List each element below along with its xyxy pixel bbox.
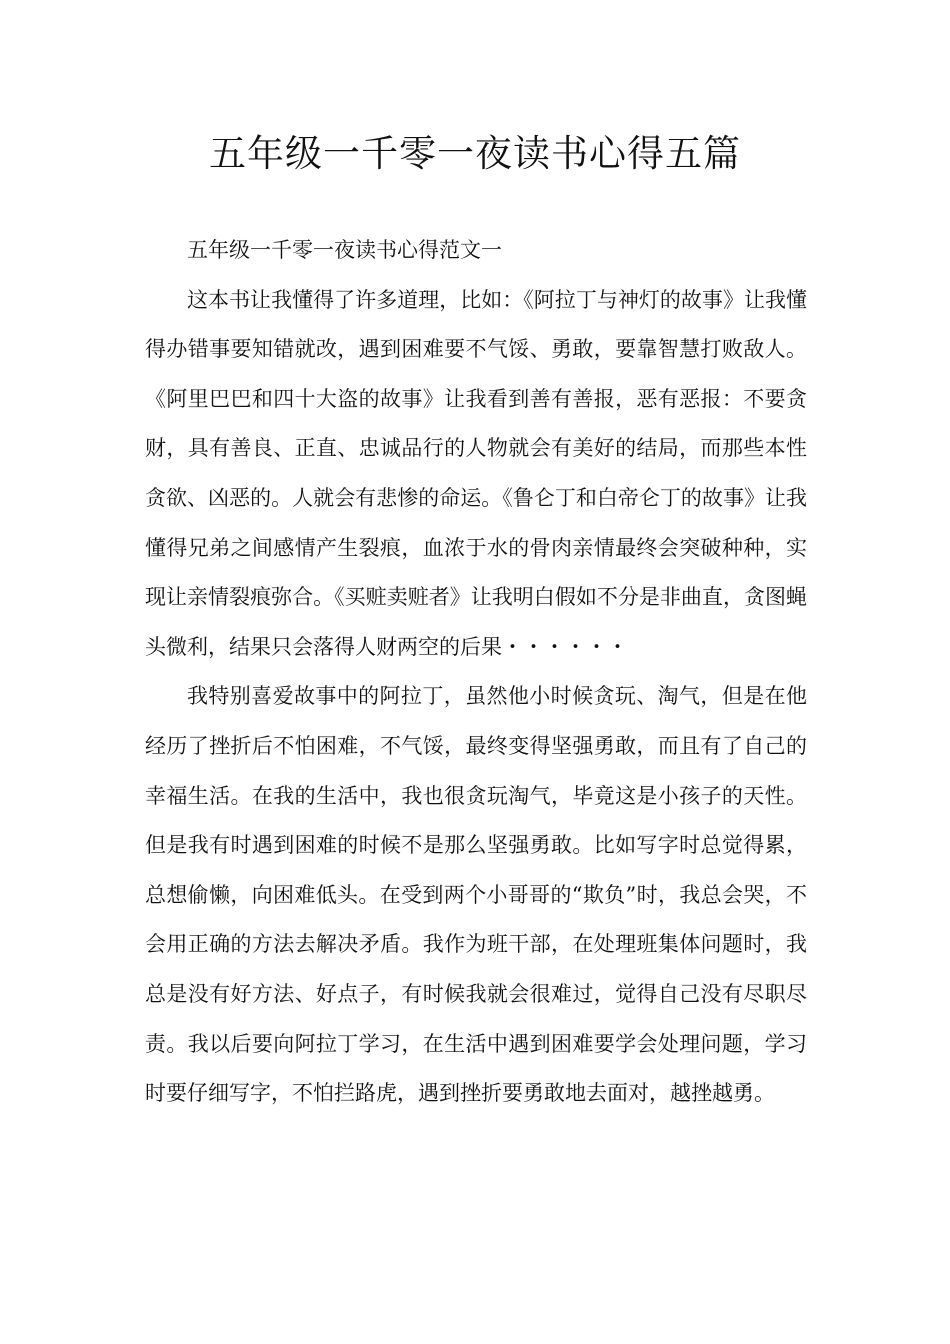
section-subtitle: 五年级一千零一夜读书心得范文一 — [187, 238, 502, 262]
paragraph-1: 这本书让我懂得了许多道理，比如：《阿拉丁与神灯的故事》让我懂得办错事要知错就改，遇到困难要不气馁、勇敢，要靠智慧打败敌人。《阿里巴巴和四十大盗的故事》让我看到善有善报，恶有恶报：不要贪财，具有善良、正直、忠诚品行的人物就会有美好的结局，而那些本性贪欲、凶恶的。人就会有悲惨的命运。《鲁仑丁和白帝仑丁的故事》让我懂得兄弟之间感情产生裂痕，血浓于水的骨肉亲情最终会突破种种，实现让亲情裂痕弥合。《买赃卖赃者》让我明白假如不分是非曲直，贪图蝇头微利，结果只会落得人财两空的后果・・・・・・ — [145, 287, 807, 659]
document-body — [145, 226, 807, 1119]
paragraph-2: 我特别喜爱故事中的阿拉丁，虽然他小时候贪玩、淘气，但是在他经历了挫折后不怕困难，不气馁，最终变得坚强勇敢，而且有了自己的幸福生活。在我的生活中，我也很贪玩淘气，毕竟这是小孩子的天性。但是我有时遇到困难的时候不是那么坚强勇敢。比如写字时总觉得累，总想偷懒，向困难低头。在受到两个小哥哥的“欺负”时，我总会哭，不会用正确的方法去解决矛盾。我作为班干部，在处理班集体问题时，我总是没有好方法、好点子，有时候我就会很难过，觉得自己没有尽职尽责。我以后要向阿拉丁学习，在生活中遇到困难要学会处理问题，学习时要仔细写字，不怕拦路虎，遇到挫折要勇敢地去面对，越挫越勇。 — [145, 684, 807, 1106]
document-title: 五年级一千零一夜读书心得五篇 — [209, 132, 741, 175]
